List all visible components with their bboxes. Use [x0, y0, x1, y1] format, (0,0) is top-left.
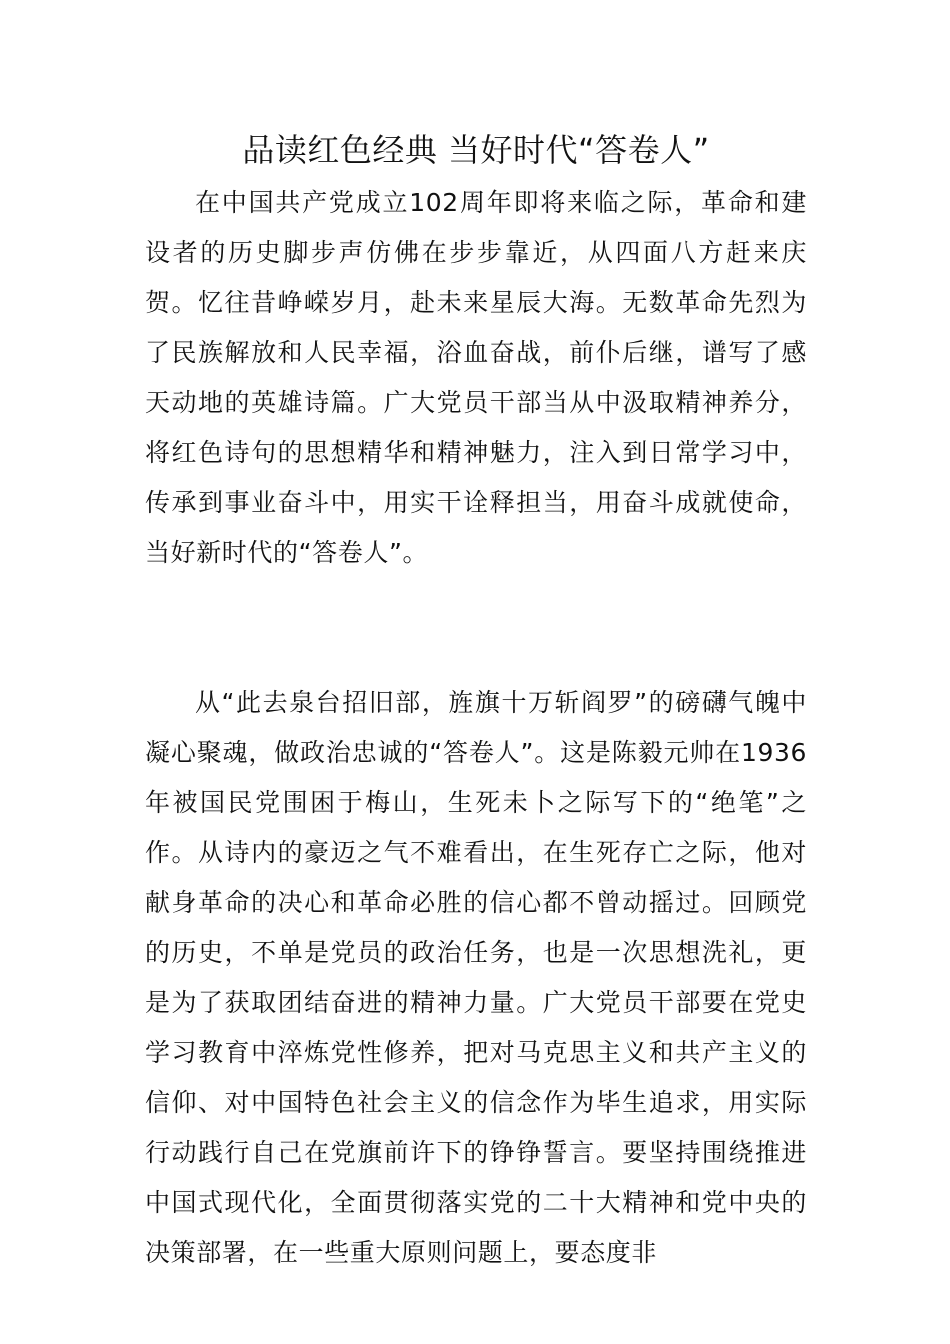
paragraph-spacer: [145, 578, 807, 628]
article-title: 品读红色经典 当好时代“答卷人”: [242, 131, 710, 169]
paragraph-intro: 在中国共产党成立102周年即将来临之际，革命和建设者的历史脚步声仿佛在步步靠近，从四面八方赶来庆贺。忆往昔峥嵘岁月，赴未来星辰大海。无数革命先烈为了民族解放和人民幸福，浴血奋战，前仆后继，谱写了感天动地的英雄诗篇。广大党员干部当从中汲取精神养分，将红色诗句的思想精华和精神魅力，注入到日常学习中，传承到事业奋斗中，用实干诠释担当，用奋斗成就使命，当好新时代的“答卷人”。: [145, 188, 807, 567]
paragraph-political-loyalty: 从“此去泉台招旧部，旌旗十万斩阎罗”的磅礴气魄中凝心聚魂，做政治忠诚的“答卷人”。这是陈毅元帅在1936年被国民党围困于梅山，生死未卜之际写下的“绝笔”之作。从诗内的豪迈之气不难看出，在生死存亡之际，他对献身革命的决心和革命必胜的信心都不曾动摇过。回顾党的历史，不单是党员的政治任务，也是一次思想洗礼，更是为了获取团结奋进的精神力量。广大党员干部要在党史学习教育中淬炼党性修养，把对马克思主义和共产主义的信仰、对中国特色社会主义的信念作为毕生追求，用实际行动践行自己在党旗前许下的铮铮誓言。要坚持围绕推进中国式现代化，全面贯彻落实党的二十大精神和党中央的决策部署，在一些重大原则问题上，要态度非: [145, 688, 807, 1267]
article-body: [145, 178, 807, 1278]
